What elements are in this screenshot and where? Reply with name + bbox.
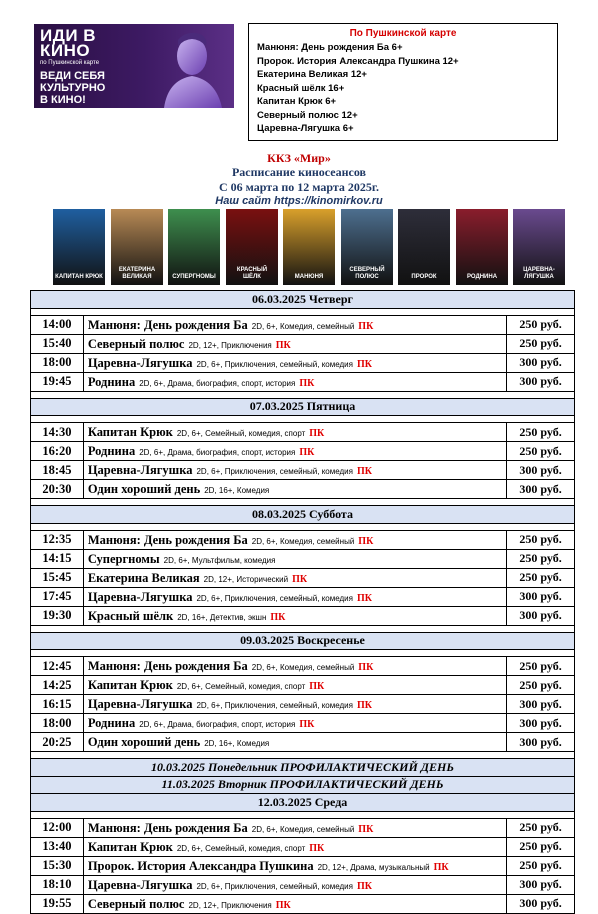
venue-name: ККЗ «Мир»: [267, 151, 331, 165]
pushkin-bust-icon: [150, 30, 228, 108]
session-film: [83, 568, 506, 587]
day-title: 10.03.2025 Понедельник ПРОФИЛАКТИЧЕСКИЙ ДЕНЬ: [31, 759, 575, 777]
session-time: 15:40: [31, 334, 84, 353]
session-film: [83, 856, 506, 875]
day-header-row: [31, 506, 575, 524]
pushkin-card-banner: [34, 24, 234, 108]
poster-title: СЕВЕРНЫЙ ПОЛЮС: [349, 267, 385, 280]
pushkin-card-item: Пророк. История Александра Пушкина 12+: [257, 55, 459, 67]
session-price: 250 руб.: [507, 657, 575, 676]
film-info: 2D, 6+, Приключения, семейный, комедия: [196, 701, 353, 710]
session-film: [83, 894, 506, 913]
film-title: Царевна-Лягушка: [87, 697, 193, 711]
film-title: Царевна-Лягушка: [87, 877, 193, 892]
movie-poster: [283, 209, 335, 285]
session-price: 300 руб.: [507, 875, 575, 894]
day-title: 07.03.2025 Пятница: [31, 398, 575, 416]
banner-title: [40, 28, 96, 58]
session-row: [31, 587, 575, 606]
film-title: Супергномы: [87, 551, 160, 566]
session-price: 300 руб.: [507, 480, 575, 499]
session-film: [83, 372, 506, 391]
film-info: 2D, 12+, Исторический: [203, 574, 289, 584]
session-price: 250 руб.: [507, 334, 575, 353]
session-film: [83, 423, 506, 442]
session-row: [31, 480, 575, 499]
film-info: 2D, 6+, Приключения, семейный, комедия: [196, 359, 353, 369]
pushkin-card-badge: ПК: [309, 842, 325, 854]
film-info: 2D, 16+, Комедия: [204, 739, 270, 748]
session-price: 250 руб.: [507, 856, 575, 875]
pushkin-card-title: По Пушкинской карте: [349, 28, 457, 39]
pushkin-card-badge: ПК: [356, 466, 373, 477]
day-title: 09.03.2025 Воскресенье: [31, 632, 575, 650]
session-film: [83, 695, 506, 714]
pushkin-card-badge: ПК: [309, 428, 325, 439]
session-row: [31, 695, 575, 714]
session-film: [83, 818, 506, 837]
date-range: С 06 марта по 12 марта 2025г.: [219, 180, 379, 194]
film-title: Царевна-Лягушка: [87, 463, 193, 477]
session-time: 15:45: [31, 568, 84, 587]
banner-title-line2: КИНО: [40, 41, 91, 60]
session-row: [31, 530, 575, 549]
pushkin-card-item: Манюня: День рождения Ба 6+: [257, 42, 403, 53]
film-info: 2D, 6+, Семейный, комедия, спорт: [176, 843, 306, 853]
poster-title: КРАСНЫЙ ШЁЛК: [236, 267, 268, 280]
film-info: 2D, 6+, Драма, биография, спорт, история: [139, 720, 296, 729]
day-title: 12.03.2025 Среда: [31, 794, 575, 812]
movie-poster: [226, 209, 278, 285]
film-info: 2D, 6+, Драма, биография, спорт, история: [139, 448, 296, 457]
session-price: 250 руб.: [507, 442, 575, 461]
session-time: 14:15: [31, 549, 84, 568]
session-price: 250 руб.: [507, 530, 575, 549]
session-row: [31, 714, 575, 733]
session-time: 19:55: [31, 894, 84, 913]
film-info: 2D, 6+, Приключения, семейный, комедия: [196, 467, 353, 476]
film-info: 2D, 6+, Мультфильм, комедия: [163, 555, 276, 565]
session-price: 300 руб.: [507, 894, 575, 913]
session-film: [83, 875, 506, 894]
session-price: 250 руб.: [507, 676, 575, 695]
session-row: [31, 894, 575, 913]
pushkin-card-item: Царевна-Лягушка 6+: [257, 123, 354, 134]
film-title: Северный полюс: [87, 896, 185, 911]
film-title: Роднина: [87, 374, 136, 389]
session-row: [31, 372, 575, 391]
banner-subtitle: по Пушкинской карте: [40, 60, 100, 66]
pushkin-card-badge: ПК: [358, 535, 374, 547]
film-title: Манюня: День рождения Ба: [87, 532, 248, 547]
session-row: [31, 568, 575, 587]
film-info: 2D, 6+, Комедия, семейный: [251, 536, 355, 546]
film-info: 2D, 6+, Комедия, семейный: [251, 321, 355, 331]
pushkin-card-badge: ПК: [358, 320, 374, 332]
session-time: 16:15: [31, 695, 84, 714]
film-info: 2D, 16+, Комедия: [204, 486, 270, 495]
film-info: 2D, 6+, Комедия, семейный: [251, 663, 355, 672]
film-title: Роднина: [87, 716, 136, 730]
session-time: 17:45: [31, 587, 84, 606]
poster-title: ЕКАТЕРИНА ВЕЛИКАЯ: [118, 267, 156, 280]
pushkin-card-badge: ПК: [299, 719, 315, 730]
session-film: [83, 315, 506, 334]
maintenance-day-row: [31, 776, 575, 794]
banner-title-line1: ИДИ В: [40, 26, 97, 45]
movie-poster: [341, 209, 393, 285]
film-title: Царевна-Лягушка: [87, 589, 193, 604]
session-time: 20:25: [31, 733, 84, 752]
pushkin-card-badge: ПК: [433, 861, 449, 873]
session-time: 12:35: [31, 530, 84, 549]
session-film: [83, 657, 506, 676]
day-title: 11.03.2025 Вторник ПРОФИЛАКТИЧЕСКИЙ ДЕНЬ: [31, 776, 575, 794]
session-film: [83, 714, 506, 733]
session-price: 300 руб.: [507, 606, 575, 625]
pushkin-card-item: Екатерина Великая 12+: [257, 69, 367, 80]
film-info: 2D, 6+, Комедия, семейный: [251, 824, 355, 834]
poster-title: РОДНИНА: [466, 274, 498, 280]
film-info: 2D, 12+, Приключения: [188, 340, 272, 350]
film-info: 2D, 6+, Драма, биография, спорт, история: [139, 378, 296, 388]
maintenance-day-row: [31, 759, 575, 777]
session-time: 14:25: [31, 676, 84, 695]
session-film: [83, 530, 506, 549]
poster-title: СУПЕРГНОМЫ: [172, 274, 216, 280]
pushkin-card-badge: ПК: [309, 681, 325, 692]
session-time: 16:20: [31, 442, 84, 461]
session-row: [31, 315, 575, 334]
banner-slogan: ВЕДИ СЕБЯ КУЛЬТУРНО В КИНО!: [40, 70, 106, 106]
session-price: 300 руб.: [507, 372, 575, 391]
schedule-table: [30, 290, 575, 914]
poster-strip: [53, 209, 558, 287]
session-row: [31, 733, 575, 752]
session-film: [83, 549, 506, 568]
session-time: 18:00: [31, 714, 84, 733]
pushkin-card-list: [257, 41, 549, 136]
poster-title: МАНЮНЯ: [294, 274, 324, 280]
pushkin-card-films-box: [248, 23, 558, 141]
pushkin-card-badge: ПК: [358, 662, 374, 673]
session-film: [83, 353, 506, 372]
pushkin-card-item: Северный полюс 12+: [257, 109, 358, 121]
day-header-row: [31, 291, 575, 309]
session-time: 14:00: [31, 315, 84, 334]
session-row: [31, 334, 575, 353]
movie-poster: [456, 209, 508, 285]
session-film: [83, 676, 506, 695]
film-title: Роднина: [87, 444, 136, 458]
session-price: 250 руб.: [507, 818, 575, 837]
film-title: Северный полюс: [87, 336, 185, 351]
website-link[interactable]: Наш сайт https://kinomirkov.ru: [215, 195, 383, 207]
session-film: [83, 334, 506, 353]
film-title: Царевна-Лягушка: [87, 355, 193, 370]
film-title: Пророк. История Александра Пушкина: [87, 858, 314, 873]
film-title: Екатерина Великая: [87, 570, 200, 585]
film-title: Капитан Крюк: [87, 678, 173, 692]
session-row: [31, 657, 575, 676]
session-film: [83, 837, 506, 856]
session-price: 300 руб.: [507, 714, 575, 733]
poster-title: КАПИТАН КРЮК: [55, 274, 103, 280]
session-time: 19:30: [31, 606, 84, 625]
film-info: 2D, 12+, Драма, музыкальный: [317, 862, 430, 872]
pushkin-card-badge: ПК: [275, 899, 291, 911]
day-header-row: [31, 794, 575, 812]
session-price: 250 руб.: [507, 423, 575, 442]
film-info: 2D, 6+, Семейный, комедия, спорт: [176, 682, 306, 691]
session-film: [83, 461, 506, 480]
session-time: 13:40: [31, 837, 84, 856]
day-header-row: [31, 398, 575, 416]
session-row: [31, 442, 575, 461]
film-title: Манюня: День рождения Ба: [87, 820, 248, 835]
pushkin-card-badge: ПК: [356, 700, 373, 711]
session-time: 14:30: [31, 423, 84, 442]
movie-poster: [168, 209, 220, 285]
pushkin-card-badge: ПК: [292, 573, 308, 585]
session-time: 12:00: [31, 818, 84, 837]
film-title: Капитан Крюк: [87, 839, 173, 854]
pushkin-card-badge: ПК: [299, 377, 315, 389]
session-film: [83, 480, 506, 499]
session-row: [31, 856, 575, 875]
pushkin-card-badge: ПК: [356, 592, 373, 604]
poster-title: ЦАРЕВНА-ЛЯГУШКА: [523, 267, 555, 280]
movie-poster: [513, 209, 565, 285]
pushkin-card-badge: ПК: [356, 880, 373, 892]
session-row: [31, 837, 575, 856]
session-film: [83, 606, 506, 625]
film-info: 2D, 12+, Приключения: [188, 900, 272, 910]
pushkin-card-badge: ПК: [358, 823, 374, 835]
session-price: 250 руб.: [507, 549, 575, 568]
film-title: Капитан Крюк: [87, 425, 173, 439]
session-price: 300 руб.: [507, 733, 575, 752]
session-price: 250 руб.: [507, 315, 575, 334]
session-price: 250 руб.: [507, 568, 575, 587]
pushkin-card-badge: ПК: [356, 358, 373, 370]
movie-poster: [111, 209, 163, 285]
movie-poster: [53, 209, 105, 285]
session-row: [31, 353, 575, 372]
session-price: 300 руб.: [507, 461, 575, 480]
pushkin-card-badge: ПК: [275, 339, 291, 351]
film-title: Один хороший день: [87, 735, 201, 749]
session-time: 19:45: [31, 372, 84, 391]
session-film: [83, 587, 506, 606]
schedule-title: Расписание киносеансов: [231, 165, 367, 179]
day-header-row: [31, 632, 575, 650]
pushkin-card-item: Капитан Крюк 6+: [257, 96, 337, 107]
session-row: [31, 676, 575, 695]
film-title: Манюня: День рождения Ба: [87, 659, 248, 673]
session-film: [83, 442, 506, 461]
session-time: 12:45: [31, 657, 84, 676]
movie-poster: [398, 209, 450, 285]
film-info: 2D, 6+, Приключения, семейный, комедия: [196, 593, 353, 603]
day-title: 06.03.2025 Четверг: [31, 291, 575, 309]
film-title: Красный шёлк: [87, 608, 174, 623]
film-info: 2D, 6+, Приключения, семейный, комедия: [196, 881, 353, 891]
session-time: 15:30: [31, 856, 84, 875]
session-price: 300 руб.: [507, 695, 575, 714]
session-price: 300 руб.: [507, 353, 575, 372]
session-price: 250 руб.: [507, 837, 575, 856]
day-title: 08.03.2025 Суббота: [31, 506, 575, 524]
session-row: [31, 461, 575, 480]
session-row: [31, 875, 575, 894]
film-info: 2D, 6+, Семейный, комедия, спорт: [176, 429, 306, 438]
session-time: 18:10: [31, 875, 84, 894]
session-film: [83, 733, 506, 752]
pushkin-card-item: Красный шёлк 16+: [257, 82, 345, 94]
session-row: [31, 818, 575, 837]
session-time: 18:45: [31, 461, 84, 480]
film-title: Манюня: День рождения Ба: [87, 317, 248, 332]
session-row: [31, 423, 575, 442]
poster-title: ПРОРОК: [411, 274, 437, 280]
session-price: 300 руб.: [507, 587, 575, 606]
session-time: 20:30: [31, 480, 84, 499]
pushkin-card-badge: ПК: [270, 611, 286, 623]
session-row: [31, 606, 575, 625]
session-row: [31, 549, 575, 568]
film-title: Один хороший день: [87, 482, 201, 496]
pushkin-card-badge: ПК: [299, 447, 315, 458]
session-time: 18:00: [31, 353, 84, 372]
film-info: 2D, 16+, Детектив, экшн: [177, 612, 267, 622]
